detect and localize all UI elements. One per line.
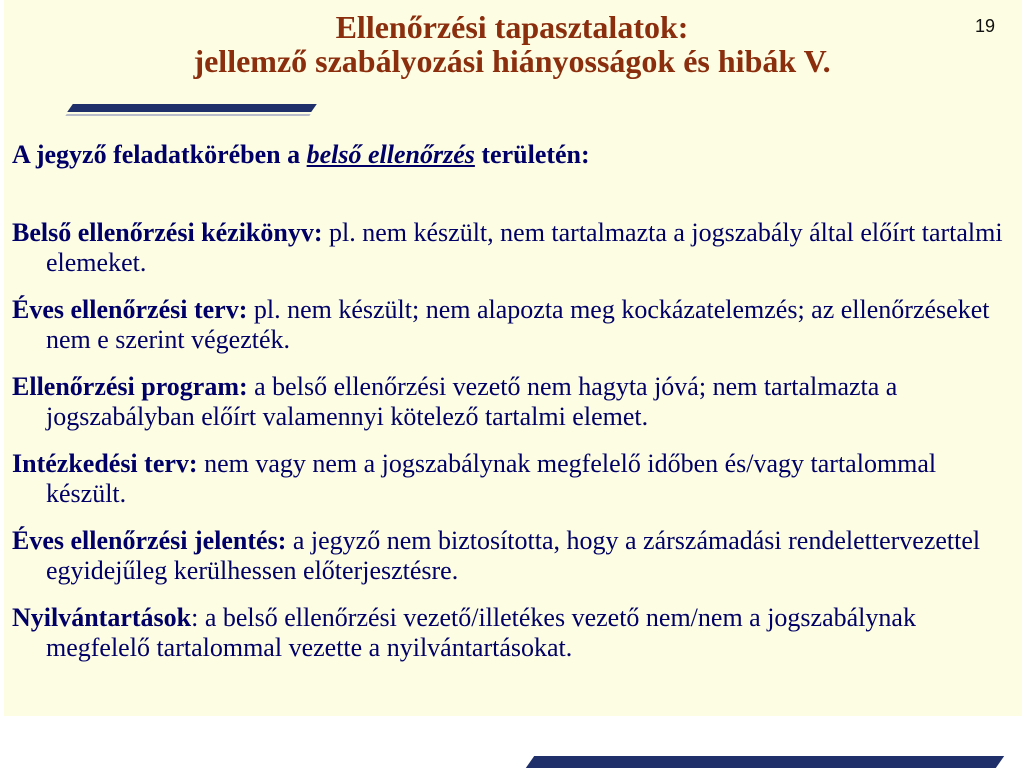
page-number: 19: [975, 16, 996, 36]
intro-text-after: területén:: [481, 140, 590, 169]
item-label: Nyilvántartások: [12, 603, 192, 632]
list-item: [12, 449, 1022, 509]
item-text: pl. nem készült; nem alapozta meg kockázatelemzés; az ellenőrzéseket nem e szerint végezték.: [46, 295, 990, 354]
list-item: [12, 218, 1022, 278]
item-label: Ellenőrzési program:: [12, 372, 248, 401]
findings-list: [12, 218, 1022, 680]
item-label: Éves ellenőrzési terv:: [12, 295, 248, 324]
slide-title: [0, 10, 1024, 78]
list-item: [12, 603, 1022, 663]
item-label: Intézkedési terv:: [12, 449, 198, 478]
item-text: a jegyző nem biztosította, hogy a zárszámadási rendelettervezettel egyidejűleg kerülhessen előterjesztésre.: [46, 526, 981, 585]
decorative-rule-top: [67, 104, 317, 112]
item-text: a belső ellenőrzési vezető nem hagyta jóvá; nem tartalmazta a jogszabályban előírt valamennyi kötelező tartalmi elemet.: [46, 372, 898, 431]
list-item: [12, 372, 1022, 432]
item-label: Belső ellenőrzési kézikönyv:: [12, 218, 323, 247]
title-line-1: Ellenőrzési tapasztalatok:: [335, 9, 689, 45]
list-item: [12, 526, 1022, 586]
intro-emphasis: belső ellenőrzés: [306, 140, 475, 169]
list-item: [12, 295, 1022, 355]
title-line-2: jellemző szabályozási hiányosságok és hibák V.: [193, 43, 831, 79]
item-label: Éves ellenőrzési jelentés:: [12, 526, 287, 555]
intro-text-before: A jegyző feladatkörében a: [12, 140, 301, 169]
decorative-rule-top-shadow: [65, 114, 310, 116]
item-text: : a belső ellenőrzési vezető/illetékes vezető nem/nem a jogszabálynak megfelelő tartalommal vezette a nyilvántartásokat.: [46, 603, 916, 662]
item-text: pl. nem készült, nem tartalmazta a jogszabály által előírt tartalmi elemeket.: [46, 218, 1003, 277]
decorative-rule-bottom: [526, 756, 1004, 768]
intro-heading: [12, 140, 590, 170]
item-text: nem vagy nem a jogszabálynak megfelelő időben és/vagy tartalommal készült.: [46, 449, 937, 508]
